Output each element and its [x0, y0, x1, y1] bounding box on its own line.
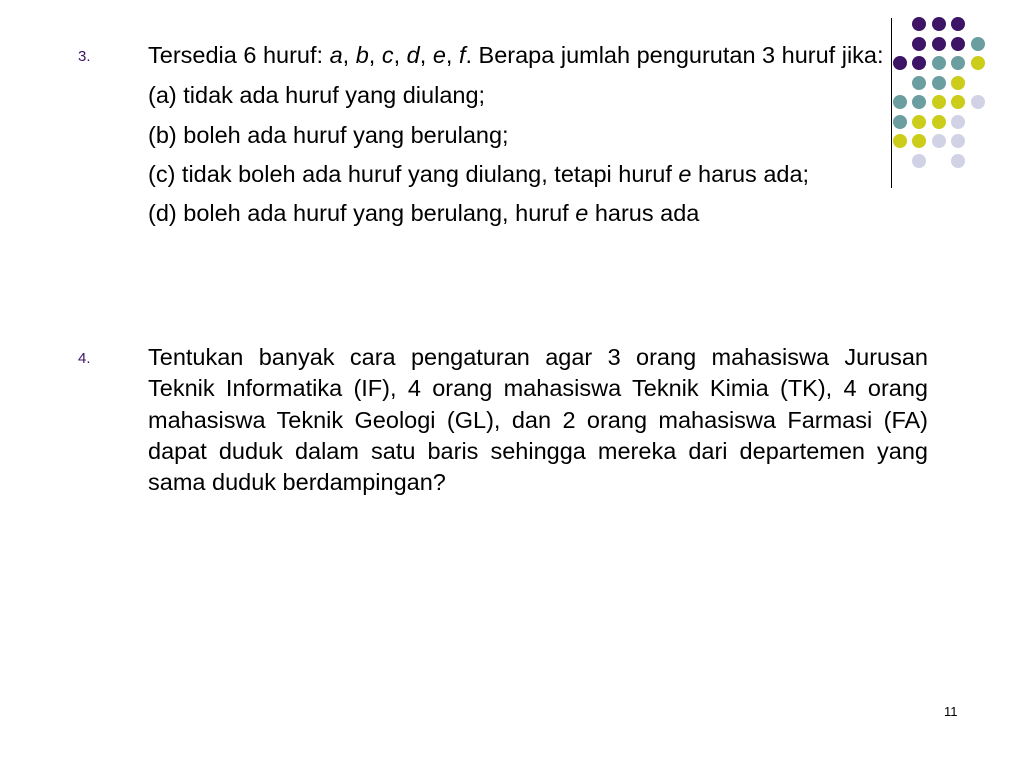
list-number-3: 3.: [78, 48, 91, 65]
decorative-dot: [951, 134, 965, 148]
decorative-dot: [951, 154, 965, 168]
question-3-intro: Tersedia 6 huruf: a, b, c, d, e, f. Berapa jumlah pengurutan 3 huruf jika:: [148, 42, 884, 68]
question-3-part-b: (b) boleh ada huruf yang berulang;: [148, 121, 509, 148]
decorative-dot: [932, 17, 946, 31]
decorative-dot: [951, 17, 965, 31]
decorative-dot: [971, 95, 985, 109]
question-3-part-a: (a) tidak ada huruf yang diulang;: [148, 82, 486, 109]
decorative-dot: [932, 37, 946, 51]
decorative-dot: [932, 115, 946, 129]
decorative-dot: [951, 56, 965, 70]
question-3-part-c: (c) tidak boleh ada huruf yang diulang, tetapi huruf e harus ada;: [148, 160, 810, 187]
question-4-text: Tentukan banyak cara pengaturan agar 3 orang mahasiswa Jurusan Teknik Informatika (IF), 4 orang mahasiswa Teknik Kimia (TK), 4 orang mahasiswa Teknik Geologi (GL), dan 2 orang mahasiswa Farmasi (FA) dapat duduk dalam satu baris sehingga mereka dari departemen yang sama duduk berdampingan?: [148, 344, 928, 495]
decorative-dot: [932, 76, 946, 90]
list-number-4: 4.: [78, 350, 91, 367]
decorative-dot: [971, 37, 985, 51]
decorative-dot: [971, 56, 985, 70]
decorative-dot: [932, 56, 946, 70]
question-3-part-d: (d) boleh ada huruf yang berulang, huruf e harus ada: [148, 200, 700, 226]
decorative-dot: [951, 115, 965, 129]
decorative-dot: [932, 134, 946, 148]
question-4: [148, 342, 928, 498]
page-number: 11: [944, 704, 958, 719]
decorative-dot: [951, 37, 965, 51]
decorative-dot: [932, 95, 946, 109]
question-3: [148, 40, 918, 237]
decorative-dot: [951, 76, 965, 90]
decorative-dot: [912, 17, 926, 31]
decorative-dot: [951, 95, 965, 109]
